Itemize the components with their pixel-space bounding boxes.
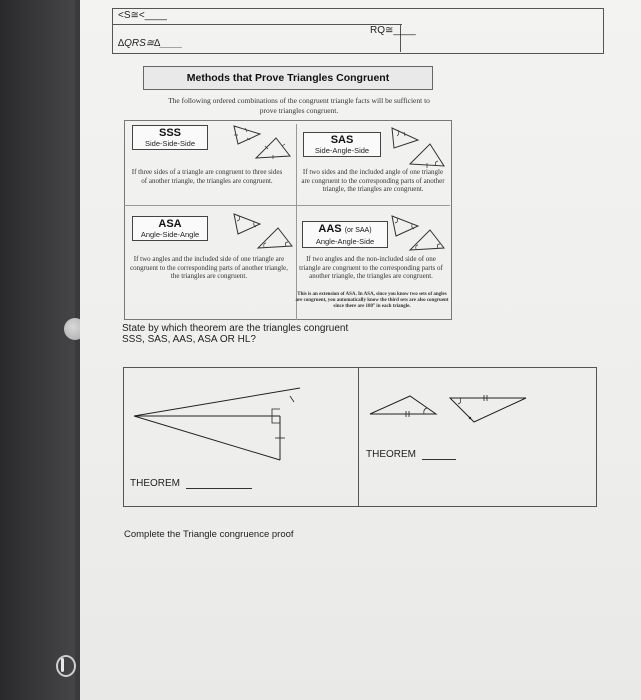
question-line-2: SSS, SAS, AAS, ASA OR HL? [122,334,256,345]
right-triangles-diagram [366,392,536,426]
asa-description: If two angles and the included side of one triangle are congruent to the corresponding parts of another triangle, the triangles are congruent. [130,255,288,280]
binder-hole-partial [56,655,76,677]
aas-label-box [302,221,388,248]
asa-label-box [132,216,208,241]
aas-description: If two angles and the non-included side of one triangle are congruent to the corresponding parts of another triangle, the triangles are congruent. [299,255,443,280]
sas-label-box [303,132,381,157]
asa-triangles-diagram [230,210,296,254]
theorem-left-label: THEOREM [130,478,180,489]
aas-name-text: AAS [318,223,342,235]
aas-name-note: (or SAA) [344,227,372,234]
angle-congruence-statement: <S≅<____ [118,10,167,21]
theorem-left-answer-line[interactable] [186,488,252,489]
asa-full: Angle-Side-Angle [140,230,200,239]
aas-extension-note: This is an extension of ASA. In ASA, since you know two sets of angles are congruent, you automatically know the third sets are also congruent since there are 180° in each triangle. [295,292,449,309]
sss-full: Side-Side-Side [144,139,196,148]
sss-description: If three sides of a triangle are congruent to three sides of another triangle, the triangles are congruent. [131,168,283,185]
sss-name: SSS [158,127,181,139]
binder-background [0,0,75,700]
aas-triangles-diagram [388,212,448,256]
theorem-right-label: THEOREM [366,449,416,460]
asa-name: ASA [158,218,182,230]
theorem-right-answer-line[interactable] [422,459,456,460]
methods-title: Methods that Prove Triangles Congruent [143,66,433,90]
sas-description: If two sides and the included angle of one triangle are congruent to the corresponding parts of another triangle, the triangles are congruent. [301,168,445,193]
grid-divider [296,124,297,320]
sss-label-box [132,125,208,150]
theorem-divider [358,367,359,506]
sas-triangles-diagram [388,124,448,170]
worksheet-paper [80,0,641,700]
statement-divider [112,24,402,25]
question-prompt [122,323,348,345]
methods-intro: The following ordered combinations of the congruent triangle facts will be sufficient to prove triangles congruent. [168,96,430,115]
grid-divider [124,205,450,206]
question-line-1: State by which theorem are the triangles congruent [122,323,349,334]
triangle-congruence-statement: ∆QRS≅∆____ [118,38,183,49]
aas-full: Angle-Angle-Side [315,237,375,246]
sss-triangles-diagram [230,122,296,164]
left-triangles-diagram [130,380,330,470]
sas-name: SAS [330,134,354,146]
segment-congruence-statement: RQ≅____ [370,25,416,36]
aas-name [305,223,385,237]
sas-full: Side-Angle-Side [314,146,370,155]
proof-instructions: Complete the Triangle congruence proof [124,529,294,540]
statement-box [112,8,604,54]
